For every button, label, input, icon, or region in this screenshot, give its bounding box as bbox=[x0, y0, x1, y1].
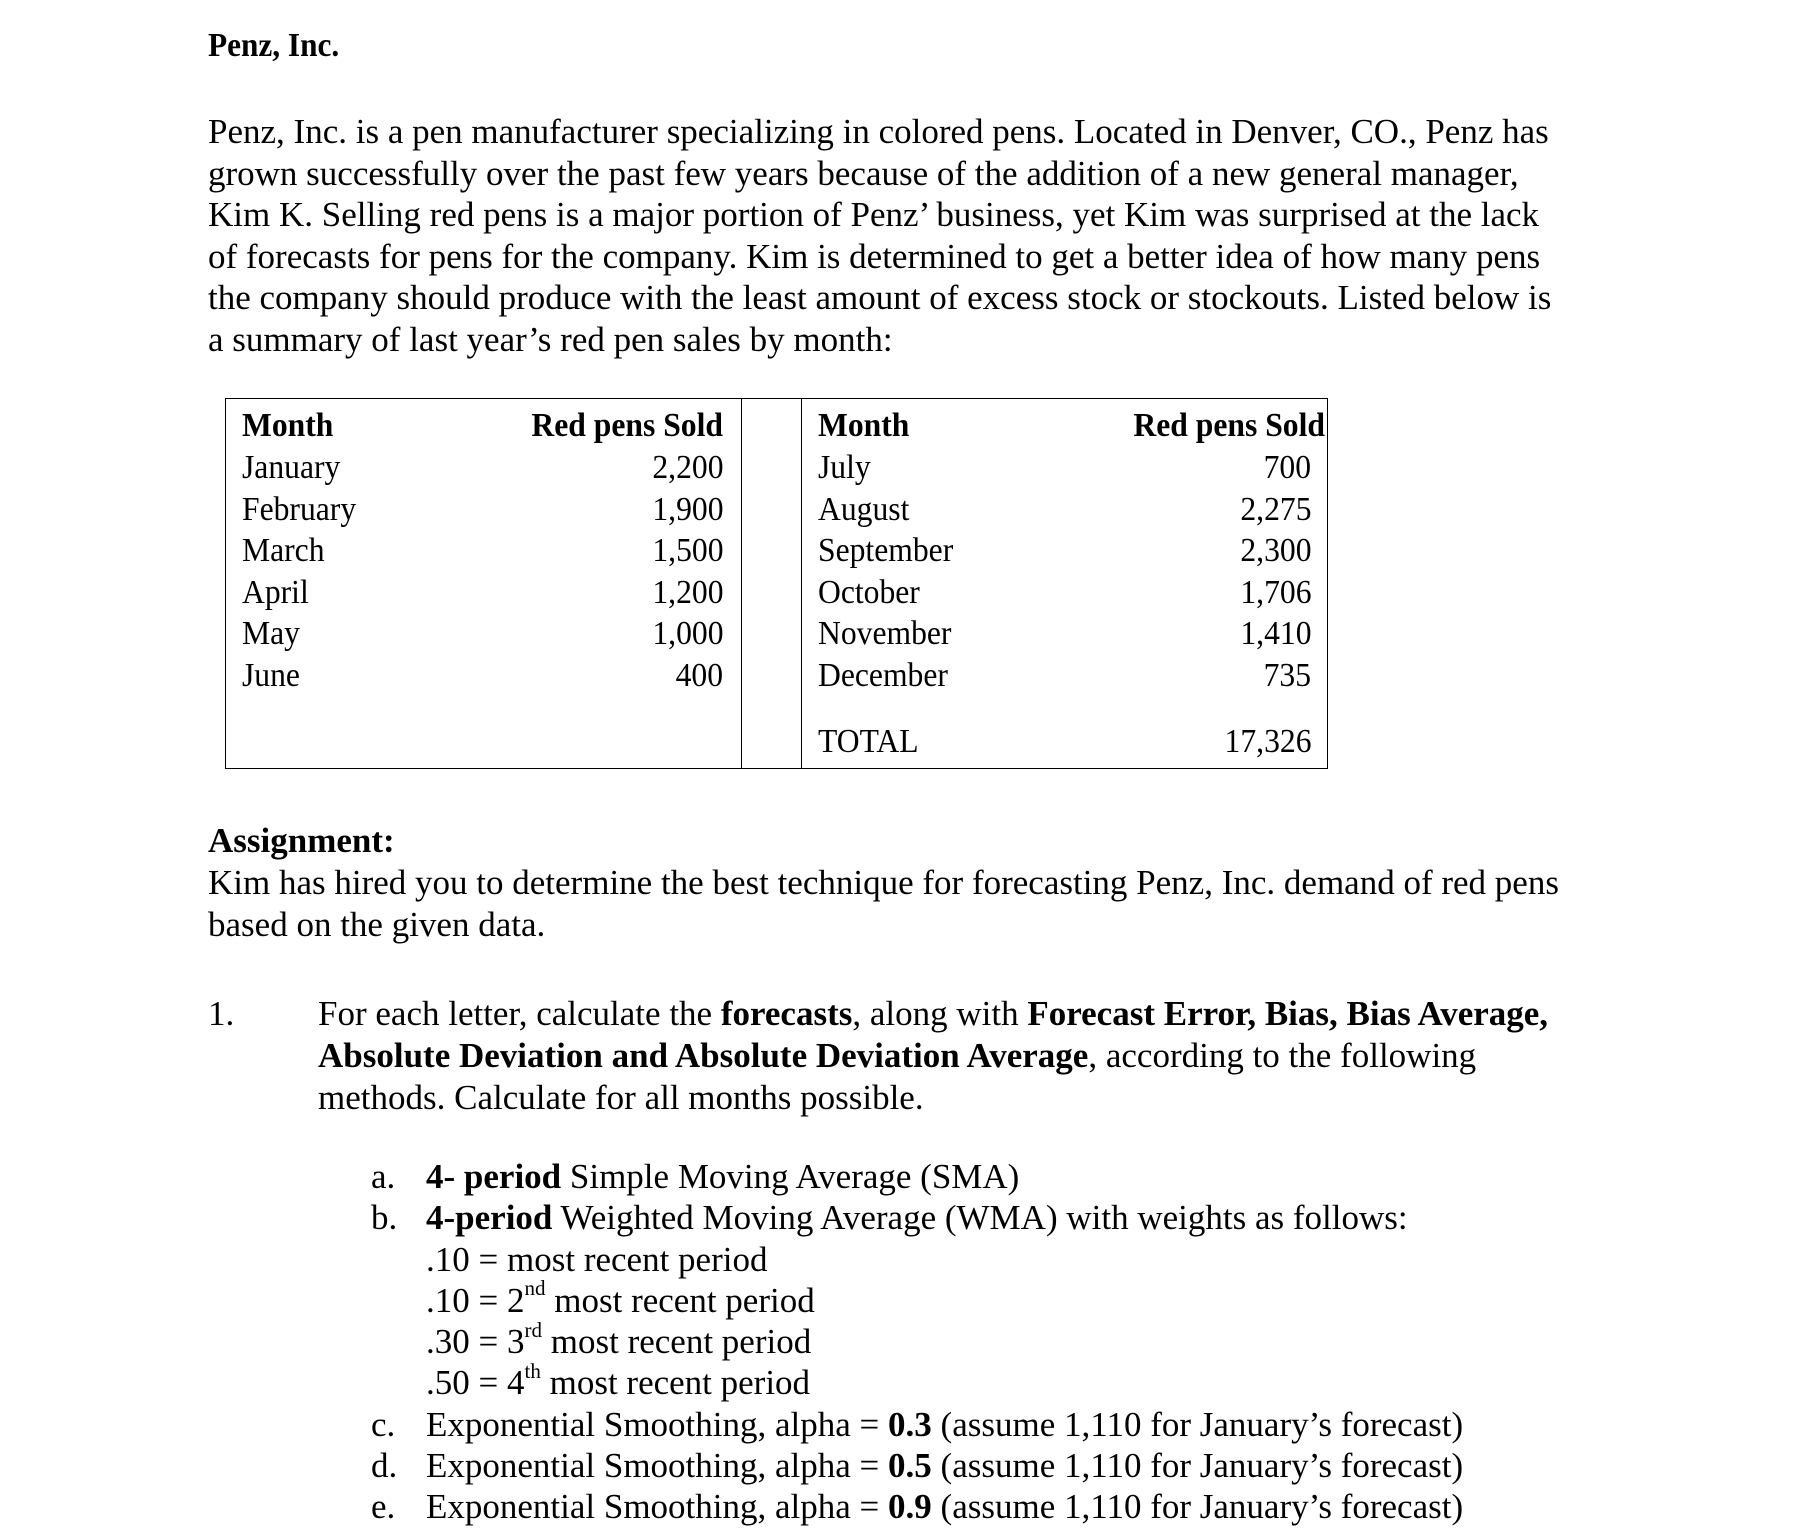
method-item-d bbox=[371, 1445, 1671, 1486]
text-run: Exponential Smoothing, alpha = bbox=[426, 1446, 889, 1486]
ordinal: 4 bbox=[507, 1363, 525, 1403]
sold-cell: 1,410 bbox=[1239, 615, 1311, 652]
text-run: (assume 1,110 for January’s forecast) bbox=[931, 1487, 1464, 1527]
text-run: Exponential Smoothing, alpha = bbox=[426, 1487, 889, 1527]
text-run: (assume 1,110 for January’s forecast) bbox=[931, 1404, 1464, 1444]
methods-list bbox=[371, 1156, 1671, 1528]
alpha-value: 0.5 bbox=[888, 1446, 932, 1486]
table-divider bbox=[801, 399, 802, 768]
total-value: 17,326 bbox=[1224, 723, 1311, 760]
question-line bbox=[318, 993, 1638, 1035]
alpha-value: 0.9 bbox=[888, 1487, 932, 1527]
intro-line: the company should produce with the least amount of excess stock or stockouts. Listed below is bbox=[208, 278, 1552, 317]
sold-cell: 735 bbox=[1263, 657, 1311, 694]
alpha-value: 0.3 bbox=[888, 1404, 932, 1444]
question-line: methods. Calculate for all months possible. bbox=[318, 1078, 924, 1117]
question-text bbox=[318, 993, 1638, 1119]
sold-cell: 1,706 bbox=[1239, 574, 1311, 611]
text-run: (assume 1,110 for January’s forecast) bbox=[931, 1446, 1464, 1486]
weight-value: .10 = bbox=[426, 1239, 507, 1279]
sales-table bbox=[225, 398, 1328, 769]
ordinal-suffix: rd bbox=[524, 1317, 542, 1342]
question-line bbox=[318, 1035, 1638, 1077]
month-cell: April bbox=[242, 574, 309, 611]
list-letter: a. bbox=[371, 1157, 396, 1196]
assignment-line: based on the given data. bbox=[208, 905, 546, 944]
month-cell: May bbox=[242, 615, 300, 652]
weight-desc: most recent period bbox=[507, 1239, 768, 1279]
header-month-right: Month bbox=[818, 407, 910, 444]
header-sold-left: Red pens Sold bbox=[531, 407, 723, 444]
method-text bbox=[426, 1404, 1463, 1445]
weight-desc: most recent period bbox=[542, 1322, 812, 1362]
month-cell: June bbox=[242, 657, 300, 694]
weight-desc: most recent period bbox=[540, 1363, 811, 1403]
list-letter: c. bbox=[371, 1404, 396, 1444]
method-text bbox=[426, 1445, 1463, 1486]
intro-line: Kim K. Selling red pens is a major portion of Penz’ business, yet Kim was surprised at the lack bbox=[208, 195, 1540, 234]
month-cell: January bbox=[242, 449, 341, 486]
weight-value: .50 = bbox=[426, 1363, 507, 1403]
ordinal: 2 bbox=[507, 1280, 525, 1320]
sold-cell: 2,200 bbox=[651, 449, 723, 486]
text-run-bold: forecasts bbox=[720, 994, 853, 1033]
intro-line: Penz, Inc. is a pen manufacturer specializing in colored pens. Located in Denver, CO., Penz has bbox=[208, 112, 1549, 151]
assignment-line: Kim has hired you to determine the best technique for forecasting Penz, Inc. demand of red pens bbox=[208, 863, 1559, 902]
ordinal-suffix: th bbox=[524, 1358, 541, 1383]
text-run: , according to the following bbox=[1088, 1036, 1477, 1075]
table-divider bbox=[741, 399, 742, 768]
header-sold-right: Red pens Sold bbox=[1133, 407, 1325, 444]
text-run-bold: 4-period bbox=[426, 1198, 553, 1238]
weight-value: .10 = bbox=[426, 1280, 507, 1320]
month-cell: October bbox=[818, 574, 920, 611]
method-item-a bbox=[371, 1156, 1671, 1197]
weight-text bbox=[426, 1276, 815, 1321]
intro-paragraph bbox=[208, 111, 1628, 360]
total-label: TOTAL bbox=[818, 723, 919, 760]
month-cell: February bbox=[242, 491, 357, 528]
weight-value: .30 = bbox=[426, 1322, 507, 1362]
ordinal: 3 bbox=[507, 1322, 525, 1362]
month-cell: July bbox=[818, 449, 871, 486]
weight-row bbox=[371, 1276, 1671, 1321]
weight-text bbox=[426, 1317, 812, 1362]
text-run-bold: 4- period bbox=[426, 1157, 562, 1196]
sold-cell: 700 bbox=[1263, 449, 1311, 486]
intro-line: a summary of last year’s red pen sales by month: bbox=[208, 319, 893, 359]
sold-cell: 1,500 bbox=[651, 532, 723, 569]
month-cell: November bbox=[818, 615, 952, 652]
page-title: Penz, Inc. bbox=[208, 27, 340, 64]
weight-text bbox=[426, 1358, 811, 1403]
question-number: 1. bbox=[208, 994, 235, 1033]
weight-row bbox=[371, 1239, 1671, 1280]
month-cell: March bbox=[242, 532, 325, 569]
sold-cell: 2,300 bbox=[1239, 532, 1311, 569]
header-month-left: Month bbox=[242, 407, 334, 444]
assignment-text bbox=[208, 862, 1628, 946]
method-item-c bbox=[371, 1404, 1671, 1445]
sold-cell: 2,275 bbox=[1239, 491, 1311, 528]
month-cell: December bbox=[818, 657, 948, 694]
assignment-heading: Assignment: bbox=[208, 821, 395, 860]
method-text bbox=[426, 1486, 1463, 1527]
weight-row bbox=[371, 1317, 1671, 1362]
text-run: For each letter, calculate the bbox=[318, 994, 721, 1033]
method-text bbox=[426, 1197, 1408, 1238]
intro-line: of forecasts for pens for the company. Kim is determined to get a better idea of how many pens bbox=[208, 236, 1541, 276]
sold-cell: 1,200 bbox=[651, 574, 723, 611]
list-letter: b. bbox=[371, 1198, 398, 1238]
text-run: Weighted Moving Average (WMA) with weights as follows: bbox=[552, 1198, 1408, 1238]
month-cell: September bbox=[818, 532, 954, 569]
weight-row bbox=[371, 1358, 1671, 1403]
month-cell: August bbox=[818, 491, 910, 528]
method-text bbox=[426, 1156, 1019, 1197]
sold-cell: 400 bbox=[675, 657, 723, 694]
sold-cell: 1,900 bbox=[651, 491, 723, 528]
intro-line: grown successfully over the past few years because of the addition of a new general manager, bbox=[208, 153, 1519, 193]
text-run-bold: Forecast Error, Bias, Bias Average, bbox=[1027, 994, 1549, 1033]
ordinal-suffix: nd bbox=[524, 1276, 546, 1301]
sold-cell: 1,000 bbox=[651, 615, 723, 652]
list-letter: d. bbox=[371, 1446, 398, 1486]
weight-text bbox=[426, 1239, 767, 1280]
method-item-b bbox=[371, 1197, 1671, 1238]
list-letter: e. bbox=[371, 1487, 396, 1527]
text-run: , along with bbox=[852, 994, 1028, 1033]
text-run-bold: Absolute Deviation and Absolute Deviation Average bbox=[318, 1036, 1089, 1075]
text-run: Exponential Smoothing, alpha = bbox=[426, 1404, 889, 1444]
weight-desc: most recent period bbox=[545, 1280, 815, 1320]
text-run: Simple Moving Average (SMA) bbox=[561, 1157, 1020, 1196]
method-item-e bbox=[371, 1486, 1671, 1527]
